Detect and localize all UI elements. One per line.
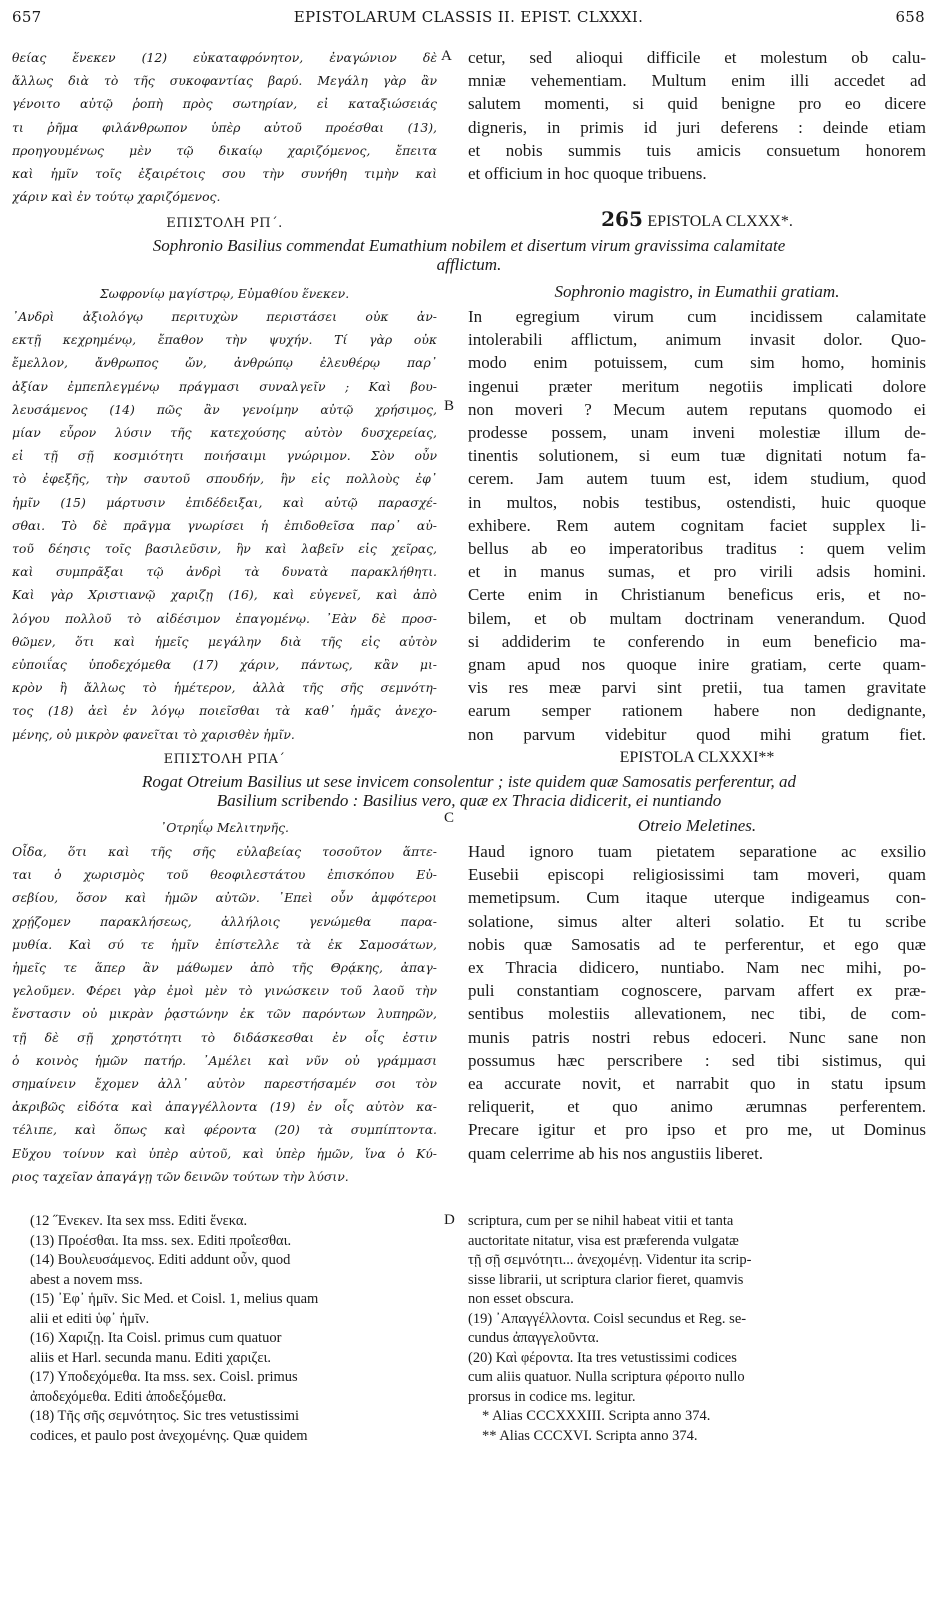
latin-line: exhibere. Rem autem cognitam faciet supplex li- bbox=[468, 515, 926, 535]
latin-line: ex Thracia didicero, nuntiabo. Nam nec mihi, po- bbox=[468, 958, 926, 978]
latin-line: vis res meæ parvi sint pretii, tua tamen gravitate bbox=[468, 678, 926, 698]
summary-line: Basilium scribendo : Basilius vero, quæ ex Thracia didicerit, ei nuntiando bbox=[216, 791, 722, 810]
greek-line: προηγουμένως μὲν τῷ δικαίῳ χαριζόμενος, ἔπειτα bbox=[12, 142, 437, 158]
footnote-line: (17) Υποδεχόμεθα. Ita mss. sex. Coisl. primus bbox=[30, 1369, 298, 1385]
footnote-line: aliis et Harl. secunda manu. Editi χαριζει. bbox=[30, 1349, 271, 1366]
column-number: 265 bbox=[601, 207, 643, 231]
latin-continuation bbox=[468, 46, 926, 185]
footnote-line: non esset obscura. bbox=[468, 1291, 574, 1307]
greek-line: χάριν καὶ ἐν τούτῳ χαριζόμενος. bbox=[12, 189, 221, 205]
greek-line: τῇ δὲ σῇ χρηστότητι τὸ διδάσκεσθαι ἐν οἷς ἐστιν bbox=[12, 1029, 437, 1045]
footnote-line: abest a novem mss. bbox=[30, 1271, 143, 1288]
ep180-greek-address: Σωφρονίῳ μαγίστρῳ, Εὐμαθίου ἕνεκεν. bbox=[99, 286, 350, 301]
latin-line: tinentis solutionem, si eum tuæ dignitati notum fa- bbox=[468, 446, 926, 466]
greek-line: μυθία. Καὶ σύ τε ἡμῖν ἐπίστελλε τὰ ἐκ Σαμοσάτων, bbox=[12, 936, 437, 952]
greek-line: Οἶδα, ὅτι καὶ τῆς σῆς εὐλαβείας τοσοῦτον ἅπτε- bbox=[12, 844, 437, 859]
latin-line: possumus hæc perscribere : sed tibi sistimus, qui bbox=[468, 1050, 926, 1070]
footnote-line: (12 ˝Ενεκεν. Ita sex mss. Editi ἕνεκα. bbox=[30, 1213, 248, 1229]
ep180-latin-title: EPISTOLA CLXXX*. bbox=[647, 213, 793, 230]
footnote-line: prorsus in codice ms. legitur. bbox=[468, 1388, 636, 1405]
ep181-greek-text bbox=[12, 840, 437, 1188]
greek-line: τὸ ἐφεξῆς, τὴν σαυτοῦ σπουδήν, ἣν εἰς πολλοὺς ἐφ᾿ bbox=[12, 471, 437, 487]
latin-line: sentibus molestiis allevationem, nec tibi, de com- bbox=[468, 1004, 926, 1024]
greek-line: κρὸν ἢ ἄλλως τὸ ἡμέτερον, ἀλλὰ τῆς σῆς σεμνότη- bbox=[12, 680, 437, 696]
footnote-line: (20) Καὶ φέροντα. Ita tres vetustissimi codices bbox=[468, 1349, 737, 1366]
greek-line: εἰ τῇ σῇ κοσμιότητι ποιήσαιμι γνώριμον. Σὸν οὖν bbox=[12, 448, 437, 464]
greek-line: τέλιπε, καὶ ὅπως καὶ φέροντα (20) τὰ συμπίπτοντα. bbox=[12, 1122, 437, 1138]
footnote-line: cum aliis quatuor. Nulla scriptura φέροιτο nullo bbox=[468, 1369, 745, 1385]
latin-line: ea accurate novit, et narrabit quo in statu ipsum bbox=[468, 1074, 926, 1094]
latin-line: reliquerit, et quo animo ærumnas perferentem. bbox=[468, 1097, 926, 1117]
margin-letter-a: A bbox=[441, 48, 452, 64]
greek-line: χρῄζομεν παρακλήσεως, ἀλλήλοις γενώμεθα παρα- bbox=[12, 913, 437, 929]
greek-line: ἡμῖν (15) μάρτυσιν ἐπιδέδειξαι, καὶ αὐτῷ παρασχέ- bbox=[12, 494, 437, 510]
latin-line: munis patris nostri rebus edoceri. Nunc sane non bbox=[468, 1027, 926, 1047]
greek-line: σθαι. Τὸ δὲ πρᾶγμα γνωρίσει ἡ ἐπιδοθεῖσα παρ᾿ αὐ- bbox=[12, 517, 437, 533]
latin-line: Precare igitur et pro ipso et pro me, ut Dominus bbox=[468, 1120, 926, 1140]
footnote-line: alii et editi ὑφ᾿ ἡμῖν. bbox=[30, 1310, 150, 1327]
footnotes-left bbox=[30, 1212, 435, 1446]
ep180-latin-heading bbox=[468, 208, 926, 234]
footnote-line: (16) Χαριζῃ. Ita Coisl. primus cum quatuor bbox=[30, 1330, 282, 1346]
footnote-line: (14) Βουλευσάμενος. Editi addunt οὖν, quod bbox=[30, 1252, 291, 1268]
latin-line: bilem, et ob multam doctrinam venerandum. Quod bbox=[468, 608, 926, 628]
latin-line: et in manus sumas, et pro virili adsis homini. bbox=[468, 562, 926, 582]
running-title: EPISTOLARUM CLASSIS II. EPIST. CLXXXI. bbox=[293, 8, 644, 26]
greek-line: τος (18) ἀεὶ ἐν λόγῳ ποιεῖσθαι τὰ καθ᾿ ἡμᾶς ἀνεχο- bbox=[12, 703, 437, 719]
latin-line: bellus ab eo imperatoribus traditus : quem velim bbox=[468, 539, 926, 559]
ep180-greek-title: ΕΠΙΣΤΟΛΗ ΡΠ΄. bbox=[166, 216, 283, 231]
latin-line: puli constantiam cognoscere, parvam affert ex præ- bbox=[468, 981, 926, 1001]
greek-line: λευσάμενος (14) πῶς ἂν γενοίμην αὐτῷ χρήσιμος, bbox=[12, 401, 437, 417]
latin-line: prodesse possem, unam inveni molestiæ illum de- bbox=[468, 423, 926, 443]
ep180-latin-text bbox=[468, 305, 926, 746]
footnote-line: * Alias CCCXXXIII. Scripta anno 374. bbox=[482, 1408, 711, 1424]
greek-line: ᾿Ανδρὶ ἀξιολόγῳ περιτυχὼν περιστάσει οὐκ ἀν- bbox=[12, 309, 437, 324]
greek-line: τοῦ δέησις τοῖς βασιλεῦσιν, ἣν καὶ λαβεῖν εἰς χεῖρας, bbox=[12, 541, 437, 557]
ep181-greek-address: ᾿Οτρηΐῳ Μελιτηνῆς. bbox=[160, 820, 289, 835]
greek-continuation bbox=[12, 46, 437, 208]
margin-letter-c: C bbox=[444, 810, 455, 826]
latin-line: si addiderim te conferendo in eum beneficio ma- bbox=[468, 631, 926, 651]
latin-line: non parvum videbitur quod mihi gratum fiet. bbox=[468, 724, 926, 744]
footnote-line: (19) ᾿Απαγγέλλοντα. Coisl secundus et Reg. se- bbox=[468, 1310, 747, 1327]
latin-line: in multos, nobis testibus, ostendisti, huic quoque bbox=[468, 492, 926, 512]
greek-line: μένης, οὐ μικρὸν φανεῖται τὸ χαρισθὲν ἡμῖν. bbox=[12, 726, 295, 742]
footnote-line: sisse librarii, ut scriptura clarior fieret, quamvis bbox=[468, 1271, 744, 1288]
greek-line: θείας ἕνεκεν (12) εὐκαταφρόνητον, ἐναγώνιον δὲ bbox=[12, 50, 437, 65]
summary-line: afflictum. bbox=[436, 255, 502, 274]
greek-line: γελοῦμεν. Φέρει γὰρ ἐμοὶ μὲν τὸ γινώσκειν τοῦ λαοῦ τὴν bbox=[12, 983, 437, 999]
greek-line: Καὶ γὰρ Χριστιανῷ χαριζῃ (16), καὶ εὐγενεῖ, καὶ ἀπὸ bbox=[12, 587, 437, 603]
latin-line: mniæ vehementiam. Multum enim illi accedet ad bbox=[468, 71, 926, 91]
running-header bbox=[12, 8, 925, 34]
greek-line: ὁ κοινὸς ἡμῶν πατήρ. ᾿Αμέλει καὶ νῦν οὐ γράμμασι bbox=[12, 1052, 437, 1068]
greek-line: τι ῥῆμα φιλάνθρωπον ὑπὲρ αὐτοῦ προέσθαι (13), bbox=[12, 119, 437, 135]
ep180-summary bbox=[12, 236, 926, 274]
summary-line: Rogat Otreium Basilius ut sese invicem consolentur ; iste quidem quæ Samosatis perferentur, ad bbox=[141, 772, 797, 791]
latin-line: non moveri ? Mecum autem reputans quomodo ei bbox=[468, 399, 926, 419]
footnote-line: (18) Τῆς σῆς σεμνότητος. Sic tres vetustissimi bbox=[30, 1408, 300, 1424]
greek-line: σημαίνειν ἔχομεν ἀλλ᾿ αὐτὸν παρεστήσαμέν σοι τὸν bbox=[12, 1076, 437, 1092]
latin-line: et officium in hoc quoque tribuens. bbox=[468, 164, 707, 184]
margin-letter-b: B bbox=[444, 398, 455, 414]
ep181-greek-title: ΕΠΙΣΤΟΛΗ ΡΠΑ΄ bbox=[163, 752, 286, 767]
latin-line: gnam apud nos quoque inire gratiam, certe quam- bbox=[468, 655, 926, 675]
greek-line: καὶ συμπρᾶξαι τῷ ἀνδρὶ τὰ δυνατὰ παρακλήθητι. bbox=[12, 564, 437, 580]
ep181-latin-text bbox=[468, 840, 926, 1165]
footnote-line: (13) Προέσθαι. Ita mss. sex. Editi προΐεσθαι. bbox=[30, 1232, 292, 1249]
latin-line: cerem. Jam autem tuum est, idem studium, quod bbox=[468, 469, 926, 489]
footnote-line: ἀποδεχόμεθα. Editi ἀποδεξόμεθα. bbox=[30, 1388, 227, 1405]
ep181-latin-address: Otreio Meletines. bbox=[637, 816, 757, 835]
latin-line: memetipsum. Cum itaque uterque indigeamus con- bbox=[468, 888, 926, 908]
greek-line: ἀξίαν ἐμπεπλεγμένῳ πράγμασι συναλγεῖν ; Καὶ βου- bbox=[12, 378, 437, 394]
latin-line: salutem momenti, si quid benigne pro eo dicere bbox=[468, 94, 926, 114]
latin-line: digneris, in primis id juri deferens : deinde etiam bbox=[468, 117, 926, 137]
greek-line: λόγου πολλοῦ τὸ αἰδέσιμον ἐπαγομένῳ. ᾿Εὰν δὲ προσ- bbox=[12, 610, 437, 626]
greek-line: ται ὁ χωρισμὸς τοῦ θεοφιλεστάτου ἐπισκόπου Εὐ- bbox=[12, 867, 437, 883]
greek-line: εκτῇ κεχρημένῳ, ἔπαθον τὴν ψυχήν. Τί γὰρ οὐκ bbox=[12, 332, 437, 348]
greek-line: ριος ταχεῖαν ἀπαγάγῃ τῶν δεινῶν τούτων τὴν λύσιν. bbox=[12, 1168, 349, 1184]
greek-line: ἔνστασιν οὐ μικρὰν ῥᾳστώνην ἐκ τῶν παρόντων λυπηρῶν, bbox=[12, 1006, 437, 1022]
greek-line: Εὔχου τοίνυν καὶ ὑπὲρ αὐτοῦ, καὶ ὑπὲρ ἡμῶν, ἵνα ὁ Κύ- bbox=[12, 1145, 437, 1161]
latin-line: modo enim potuissem, cum sim homo, hominis bbox=[468, 353, 926, 373]
latin-line: cetur, sed alioqui difficile et molestum ob calu- bbox=[468, 48, 926, 67]
footnotes-right bbox=[468, 1212, 918, 1446]
latin-line: In egregium virum cum incidissem calamitate bbox=[468, 307, 926, 326]
greek-line: ἄλλως διὰ τὸ τῆς συκοφαντίας βαρύ. Μεγάλη γὰρ ἂν bbox=[12, 73, 437, 89]
greek-line: μίαν εὗρον λύσιν τῆς κατεχούσης αὐτὸν δυσχερείας, bbox=[12, 425, 437, 441]
ep181-summary bbox=[12, 772, 926, 810]
footnote-line: scriptura, cum per se nihil habeat vitii et tanta bbox=[468, 1213, 734, 1229]
footnote-line: ** Alias CCCXVI. Scripta anno 374. bbox=[482, 1427, 698, 1444]
footnote-line: τῇ σῇ σεμνότητι... ἀνεχομένῃ. Videntur ita scrip- bbox=[468, 1252, 752, 1268]
latin-line: Eusebii episcopi religiosissimi tam moveri, quam bbox=[468, 865, 926, 885]
footnote-line: auctoritate nitatur, visa est præferenda vulgatæ bbox=[468, 1232, 739, 1249]
margin-letter-d: D bbox=[444, 1212, 455, 1228]
latin-line: quam celerrime ab his nos angustiis liberet. bbox=[468, 1143, 764, 1163]
latin-line: solatione, simus alter alteri solatio. Et tu scribe bbox=[468, 911, 926, 931]
greek-line: σεβίου, ὅσον καὶ ἡμῶν αὐτῶν. ᾿Επεὶ οὖν ἀμφότεροι bbox=[12, 890, 437, 906]
footnote-line: (15) ᾿Εφ᾿ ἡμῖν. Sic Med. et Coisl. 1, melius quam bbox=[30, 1291, 319, 1307]
latin-line: nobis quæ Samosatis ad te perferentur, et ego quæ bbox=[468, 934, 926, 954]
greek-line: θῶμεν, ὅτι καὶ ἡμεῖς μεγάλην διὰ τῆς εἰς αὐτὸν bbox=[12, 633, 437, 649]
page-number-left: 657 bbox=[12, 8, 42, 26]
latin-line: Haud ignoro tuam pietatem separatione ac exsilio bbox=[468, 842, 926, 861]
greek-line: γένοιτο αὐτῷ ῥοπὴ πρὸς σωτηρίαν, εἰ καταξιώσειάς bbox=[12, 96, 437, 112]
ep180-greek-text bbox=[12, 305, 437, 746]
summary-line: Sophronio Basilius commendat Eumathium nobilem et disertum virum gravissima calamitate bbox=[152, 236, 786, 255]
footnote-line: codices, et paulo post ἀνεχομένης. Quæ quidem bbox=[30, 1427, 308, 1444]
ep181-latin-title: EPISTOLA CLXXXI** bbox=[619, 749, 775, 766]
ep180-latin-address: Sophronio magistro, in Eumathii gratiam. bbox=[554, 282, 840, 301]
latin-line: et nobis summis tuis amicis consuetum honorem bbox=[468, 140, 926, 160]
footnote-line: cundus ἀπαγγελοῦντα. bbox=[468, 1330, 599, 1346]
greek-line: καὶ ἡμῖν τοῖς ἐξαιρέτοις σου τὴν συνήθη τιμὴν καὶ bbox=[12, 166, 437, 182]
greek-line: ἔμελλον, ἄνθρωπος ὤν, ἀνθρώπῳ ἐλευθέρῳ παρ᾿ bbox=[12, 355, 437, 371]
latin-line: intolerabili afflictum, animum invasit dolor. Quo- bbox=[468, 330, 926, 350]
page-number-right: 658 bbox=[895, 8, 925, 26]
greek-line: ἡμεῖς τε ἅπερ ἂν μάθωμεν ἀπὸ τῆς Θρᾴκης, ἀπαγ- bbox=[12, 960, 437, 976]
latin-line: ingenui præter meritum negotiis implicati dolore bbox=[468, 376, 926, 396]
latin-line: earum semper rationem habere non dedignante, bbox=[468, 701, 926, 721]
greek-line: ἀκριβῶς εἰδότα καὶ ἀπαγγέλλοντα (19) ἐν οἷς αὐτὸν κα- bbox=[12, 1099, 437, 1115]
latin-line: Certe enim in Christianum beneficus eris, et no- bbox=[468, 585, 926, 605]
greek-line: εὐποιΐας ὑποδεχόμεθα (17) χάριν, πάντως, κἂν μι- bbox=[12, 657, 437, 673]
